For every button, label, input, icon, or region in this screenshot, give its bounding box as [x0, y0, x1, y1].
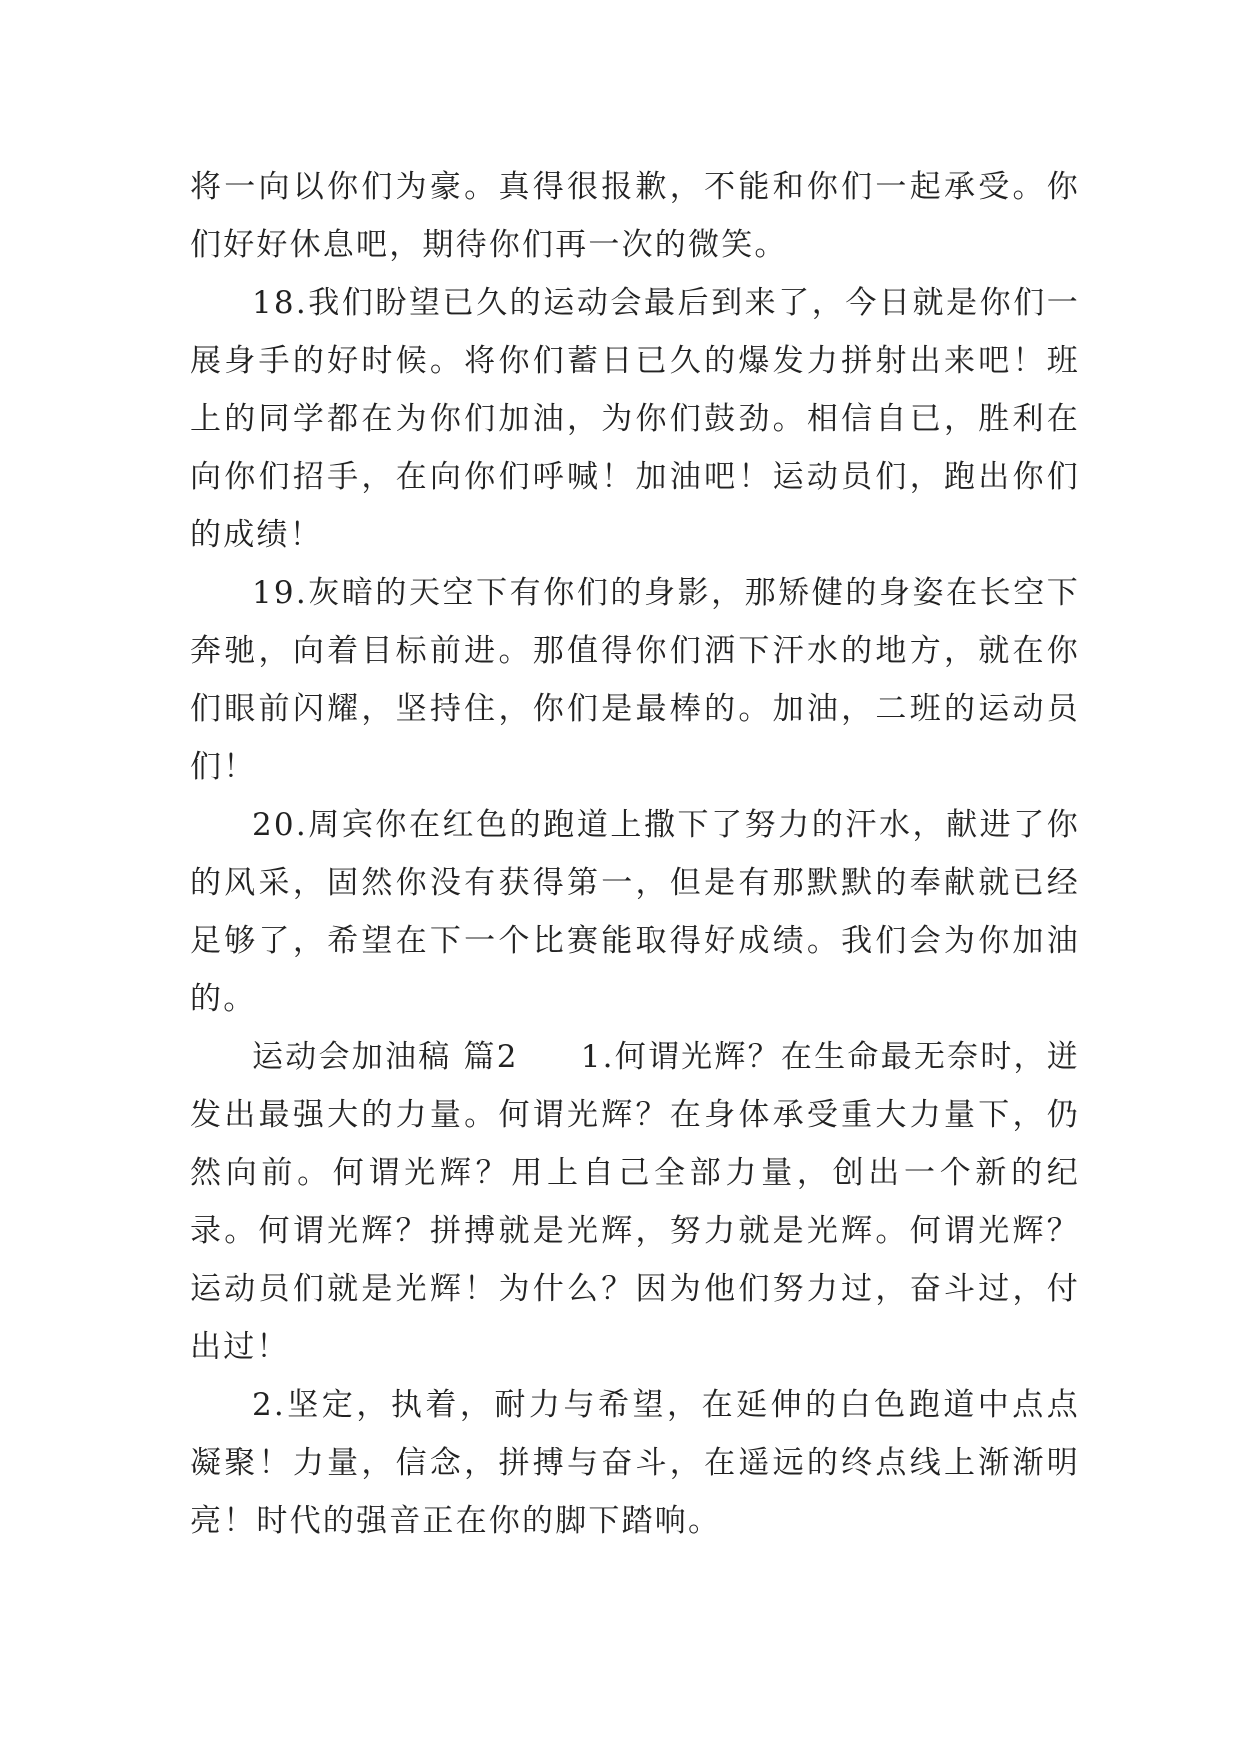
paragraph-20: 20.周宾你在红色的跑道上撒下了努力的汗水，献进了你的风采，固然你没有获得第一，但是有那默默的奉献就已经足够了，希望在下一个比赛能取得好成绩。我们会为你加油的。	[190, 807, 1080, 1017]
section-paragraph-1-text: 1.何谓光辉？在生命最无奈时，迸发出最强大的力量。何谓光辉？在身体承受重大力量下，仍然向前。何谓光辉？用上自己全部力量，创出一个新的纪录。何谓光辉？拼搏就是光辉，努力就是光辉。何谓光辉？运动员们就是光辉！为什么？因为他们努力过，奋斗过，付出过！	[190, 1039, 1080, 1365]
section-heading: 运动会加油稿 篇2	[252, 1039, 519, 1075]
document-body	[190, 158, 1080, 1550]
section-paragraph	[190, 1028, 1080, 1376]
paragraph-2: 2.坚定，执着，耐力与希望，在延伸的白色跑道中点点凝聚！力量，信念，拼搏与奋斗，在遥远的终点线上渐渐明亮！时代的强音正在你的脚下踏响。	[190, 1387, 1080, 1539]
paragraph-continuation: 将一向以你们为豪。真得很报歉，不能和你们一起承受。你们好好休息吧，期待你们再一次的微笑。	[190, 169, 1080, 263]
paragraph-18: 18.我们盼望已久的运动会最后到来了，今日就是你们一展身手的好时候。将你们蓄日已久的爆发力拼射出来吧！班上的同学都在为你们加油，为你们鼓劲。相信自已，胜利在向你们招手，在向你们呼喊！加油吧！运动员们，跑出你们的成绩！	[190, 285, 1080, 553]
paragraph-19: 19.灰暗的天空下有你们的身影，那矫健的身姿在长空下奔驰，向着目标前进。那值得你们洒下汗水的地方，就在你们眼前闪耀，坚持住，你们是最棒的。加油，二班的运动员们！	[190, 575, 1080, 785]
